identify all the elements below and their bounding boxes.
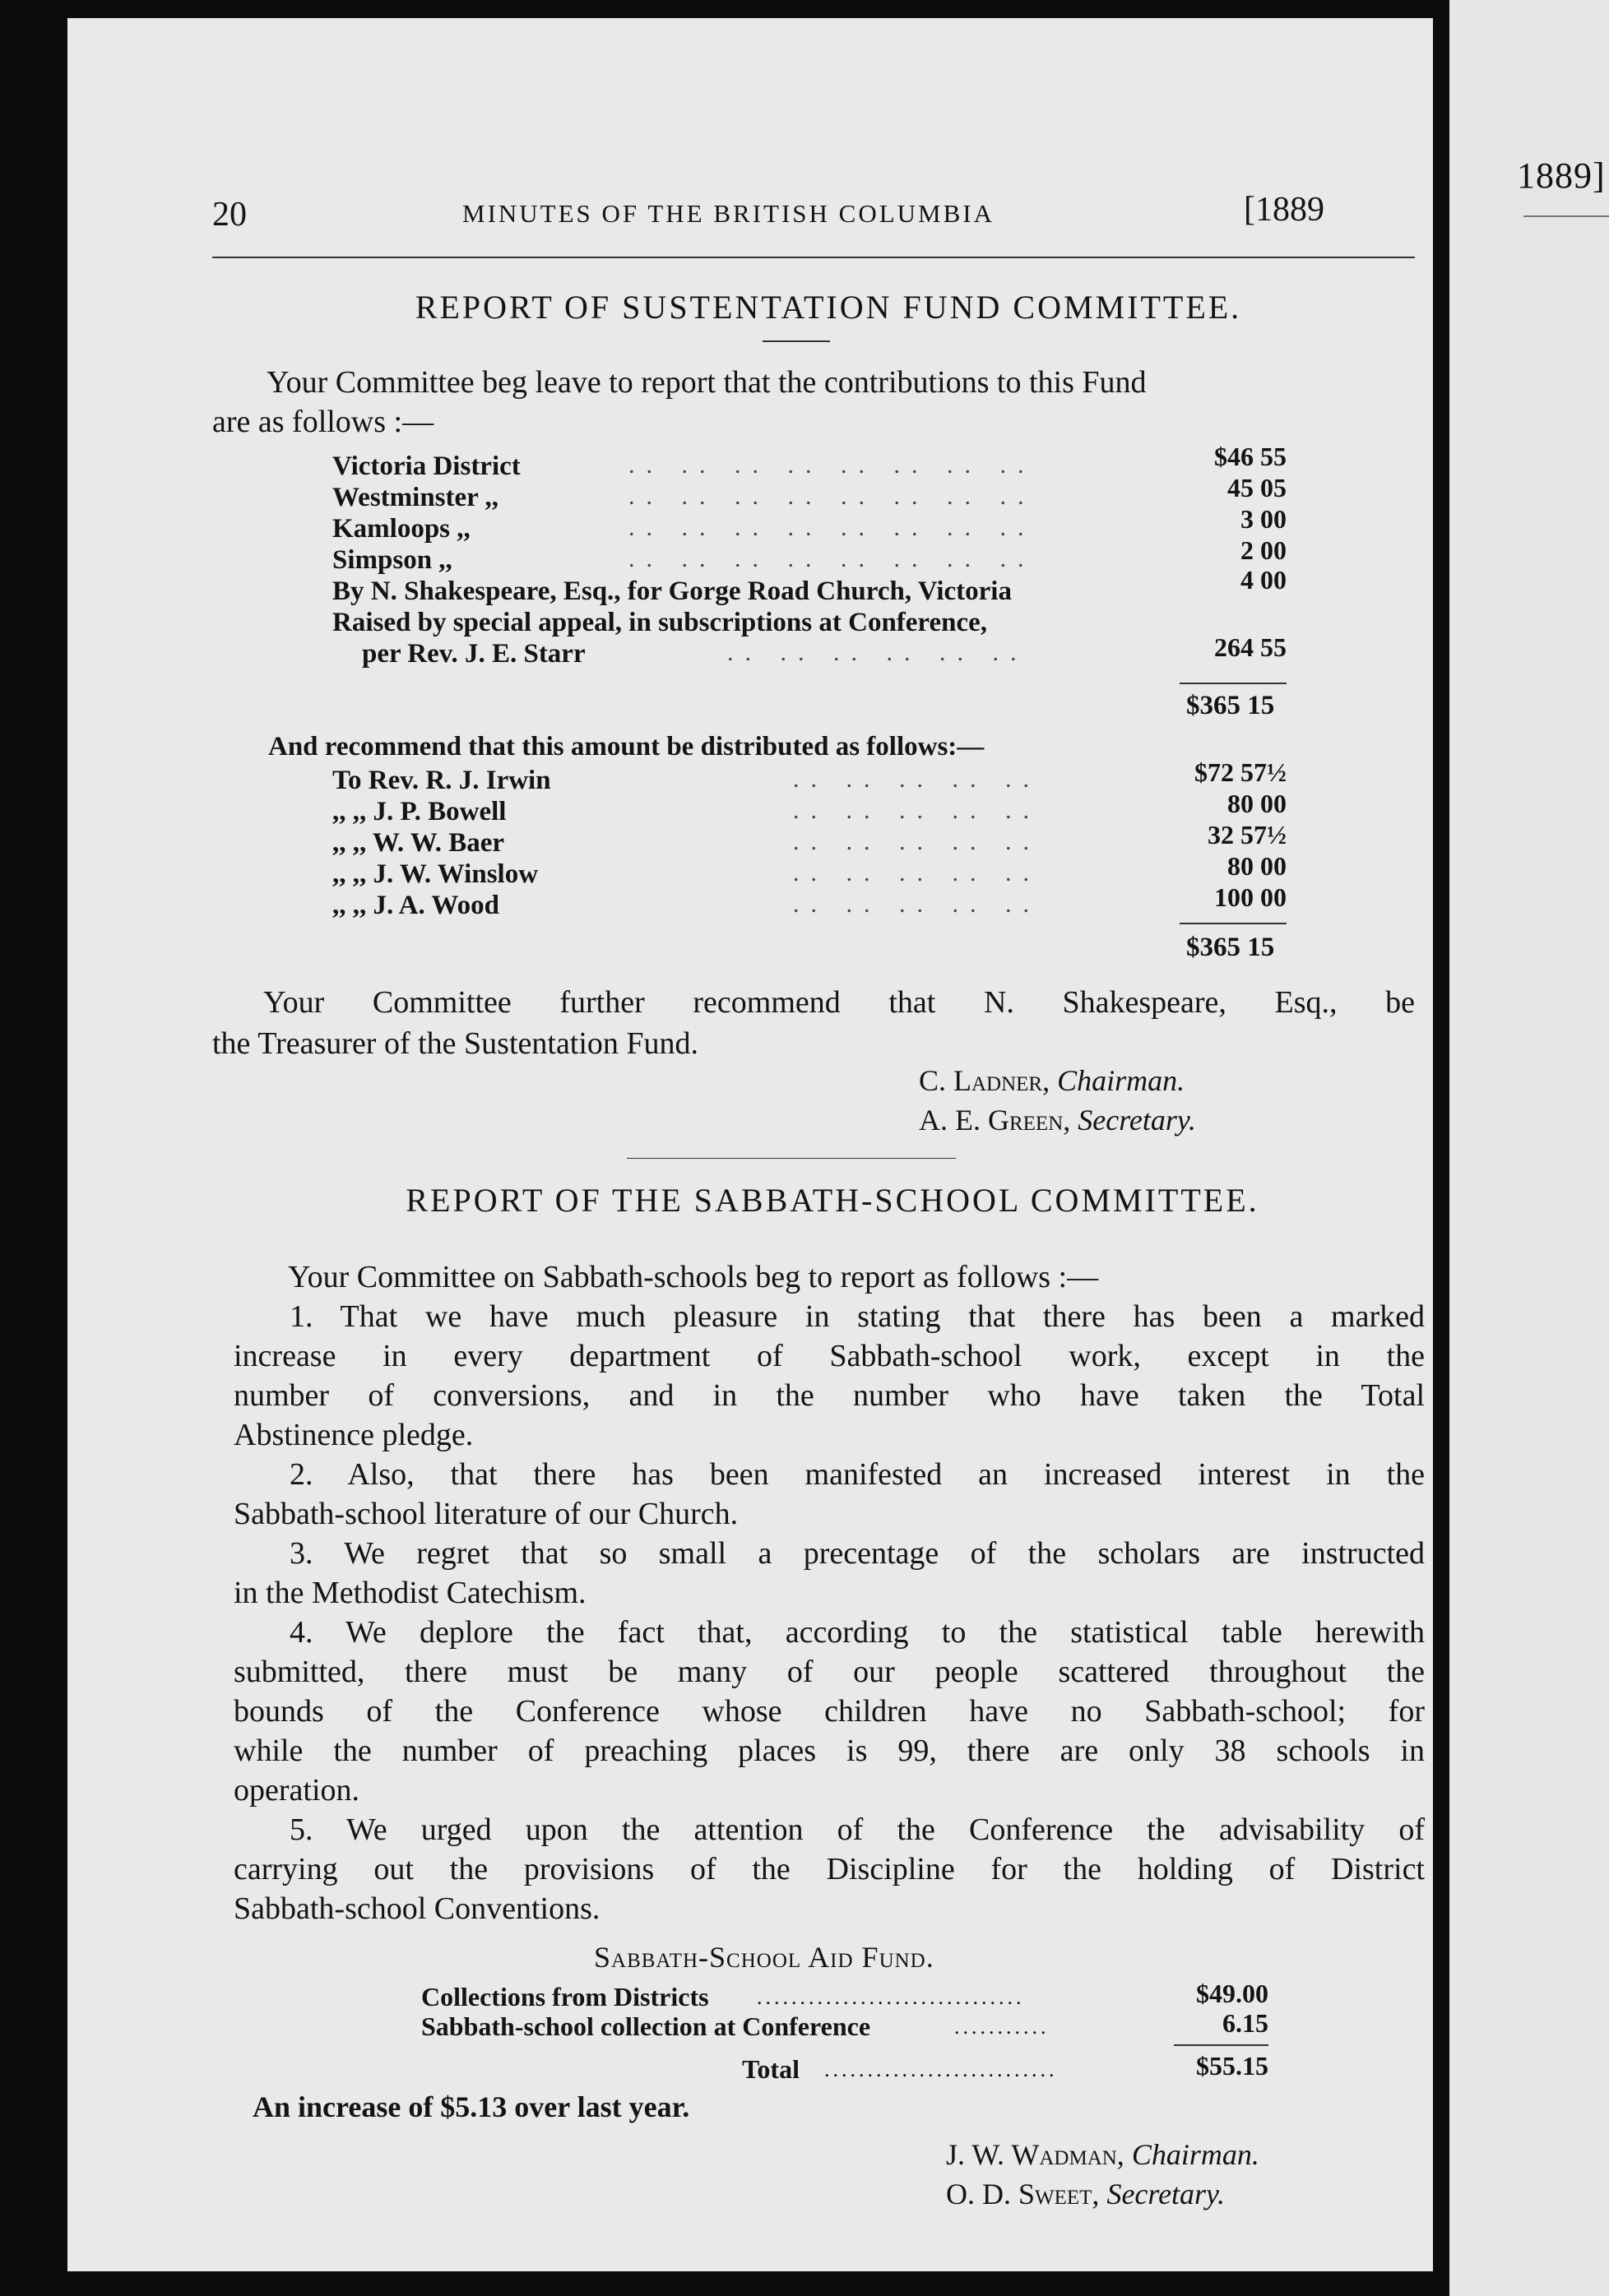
- secretary-signature: A. E. Green, Secretary.: [919, 1104, 1196, 1136]
- section-rule: [627, 1158, 956, 1159]
- sum-rule: [1174, 2044, 1268, 2046]
- facing-page-edge: [1449, 0, 1609, 2296]
- sum-rule: [1180, 683, 1287, 684]
- sabbath-line: Sabbath-school literature of our Church.: [234, 1497, 739, 1531]
- distribution-row: ,, ,, W. W. Baer .. .. .. .. .. 32 57½: [332, 820, 1287, 858]
- sabbath-line: operation.: [234, 1773, 360, 1808]
- sabbath-line: while the number of preaching places is 99, there are only 38 schools in: [234, 1734, 1425, 1768]
- contributions-table: [332, 442, 1287, 688]
- contribution-row: Simpson ,, .. .. .. .. .. .. .. .. 2 00: [332, 535, 1287, 575]
- facing-page-year: 1889]: [1517, 155, 1606, 196]
- sabbath-line: Abstinence pledge.: [234, 1418, 474, 1452]
- aid-row: Collections from Districts ............................... $49.00: [421, 1979, 1268, 2011]
- sabbath-line: 4. We deplore the fact that, according to the statistical table herewith: [290, 1615, 1425, 1650]
- sabbath-heading: REPORT OF THE SABBATH-SCHOOL COMMITTEE.: [406, 1182, 1259, 1219]
- contribution-row: By N. Shakespeare, Esq., for Gorge Road Church, Victoria 4 00: [332, 565, 1287, 606]
- distribution-row: ,, ,, J. P. Bowell .. .. .. .. .. 80 00: [332, 789, 1287, 826]
- intro-line-1: Your Committee beg leave to report that the contributions to this Fund: [267, 365, 1147, 400]
- further-recommend-1: Your Committee further recommend that N. Shakespeare, Esq., be: [263, 985, 1415, 1020]
- contribution-row: Westminster ,, .. .. .. .. .. .. .. .. 45 05: [332, 473, 1287, 512]
- distribution-row: To Rev. R. J. Irwin .. .. .. .. .. $72 57½: [332, 757, 1287, 795]
- sabbath-line: 3. We regret that so small a precentage of the scholars are instructed: [290, 1536, 1425, 1571]
- running-year: [1889: [1244, 191, 1324, 229]
- further-recommend-2: the Treasurer of the Sustentation Fund.: [212, 1026, 699, 1061]
- heading-rule: [763, 340, 830, 342]
- contribution-row: Raised by special appeal, in subscriptions at Conference,: [332, 608, 988, 637]
- distribution-table: [332, 757, 1287, 927]
- sabbath-line: 5. We urged upon the attention of the Conference the advisability of: [290, 1812, 1425, 1847]
- contributions-total: $365 15: [1186, 691, 1275, 720]
- secretary-signature: O. D. Sweet, Secretary.: [946, 2178, 1226, 2210]
- aid-fund-table: [421, 1979, 1268, 2053]
- contribution-row: per Rev. J. E. Starr .. .. .. .. .. .. 264 55: [362, 632, 1287, 669]
- sabbath-line: carrying out the provisions of the Discipline for the holding of District: [234, 1852, 1425, 1886]
- sabbath-line: bounds of the Conference whose children have no Sabbath-school; for: [234, 1694, 1425, 1729]
- header-rule: [212, 257, 1415, 258]
- book-page: [67, 18, 1433, 2271]
- sustentation-heading: REPORT OF SUSTENTATION FUND COMMITTEE.: [415, 289, 1242, 326]
- intro-line-2: are as follows :—: [212, 405, 434, 439]
- contribution-row: Kamloops ,, .. .. .. .. .. .. .. .. 3 00: [332, 504, 1287, 544]
- sabbath-line: submitted, there must be many of our people scattered throughout the: [234, 1655, 1425, 1689]
- running-title: MINUTES OF THE BRITISH COLUMBIA: [462, 199, 995, 228]
- sabbath-line: increase in every department of Sabbath-school work, except in the: [234, 1339, 1425, 1373]
- sabbath-line: in the Methodist Catechism.: [234, 1576, 587, 1610]
- sabbath-line: 1. That we have much pleasure in stating that there has been a marked: [290, 1299, 1425, 1334]
- chairman-signature: J. W. Wadman, Chairman.: [946, 2138, 1259, 2171]
- aid-fund-heading: Sabbath-School Aid Fund.: [594, 1941, 934, 1974]
- sum-rule: [1180, 923, 1287, 924]
- recommend-line: And recommend that this amount be distributed as follows:—: [268, 732, 985, 761]
- sabbath-intro: Your Committee on Sabbath-schools beg to report as follows :—: [288, 1260, 1099, 1294]
- sabbath-line: number of conversions, and in the number who have taken the Total: [234, 1378, 1425, 1413]
- distribution-total: $365 15: [1186, 933, 1275, 962]
- chairman-signature: C. Ladner, Chairman.: [919, 1064, 1185, 1097]
- page-number: 20: [212, 196, 247, 234]
- distribution-row: ,, ,, J. W. Winslow .. .. .. .. .. 80 00: [332, 851, 1287, 889]
- aid-row: Sabbath-school collection at Conference ........... 6.15: [421, 2008, 1268, 2041]
- distribution-row: ,, ,, J. A. Wood .. .. .. .. .. 100 00: [332, 882, 1287, 920]
- sabbath-line: 2. Also, that there has been manifested an increased interest in the: [290, 1457, 1425, 1492]
- increase-note: An increase of $5.13 over last year.: [253, 2090, 690, 2123]
- facing-header-rule: [1523, 215, 1609, 217]
- sabbath-line: Sabbath-school Conventions.: [234, 1891, 600, 1926]
- aid-total-row: Total ........................... $55.15: [742, 2051, 1268, 2084]
- contribution-row: Victoria District .. .. .. .. .. .. .. .. $46 55: [332, 442, 1287, 481]
